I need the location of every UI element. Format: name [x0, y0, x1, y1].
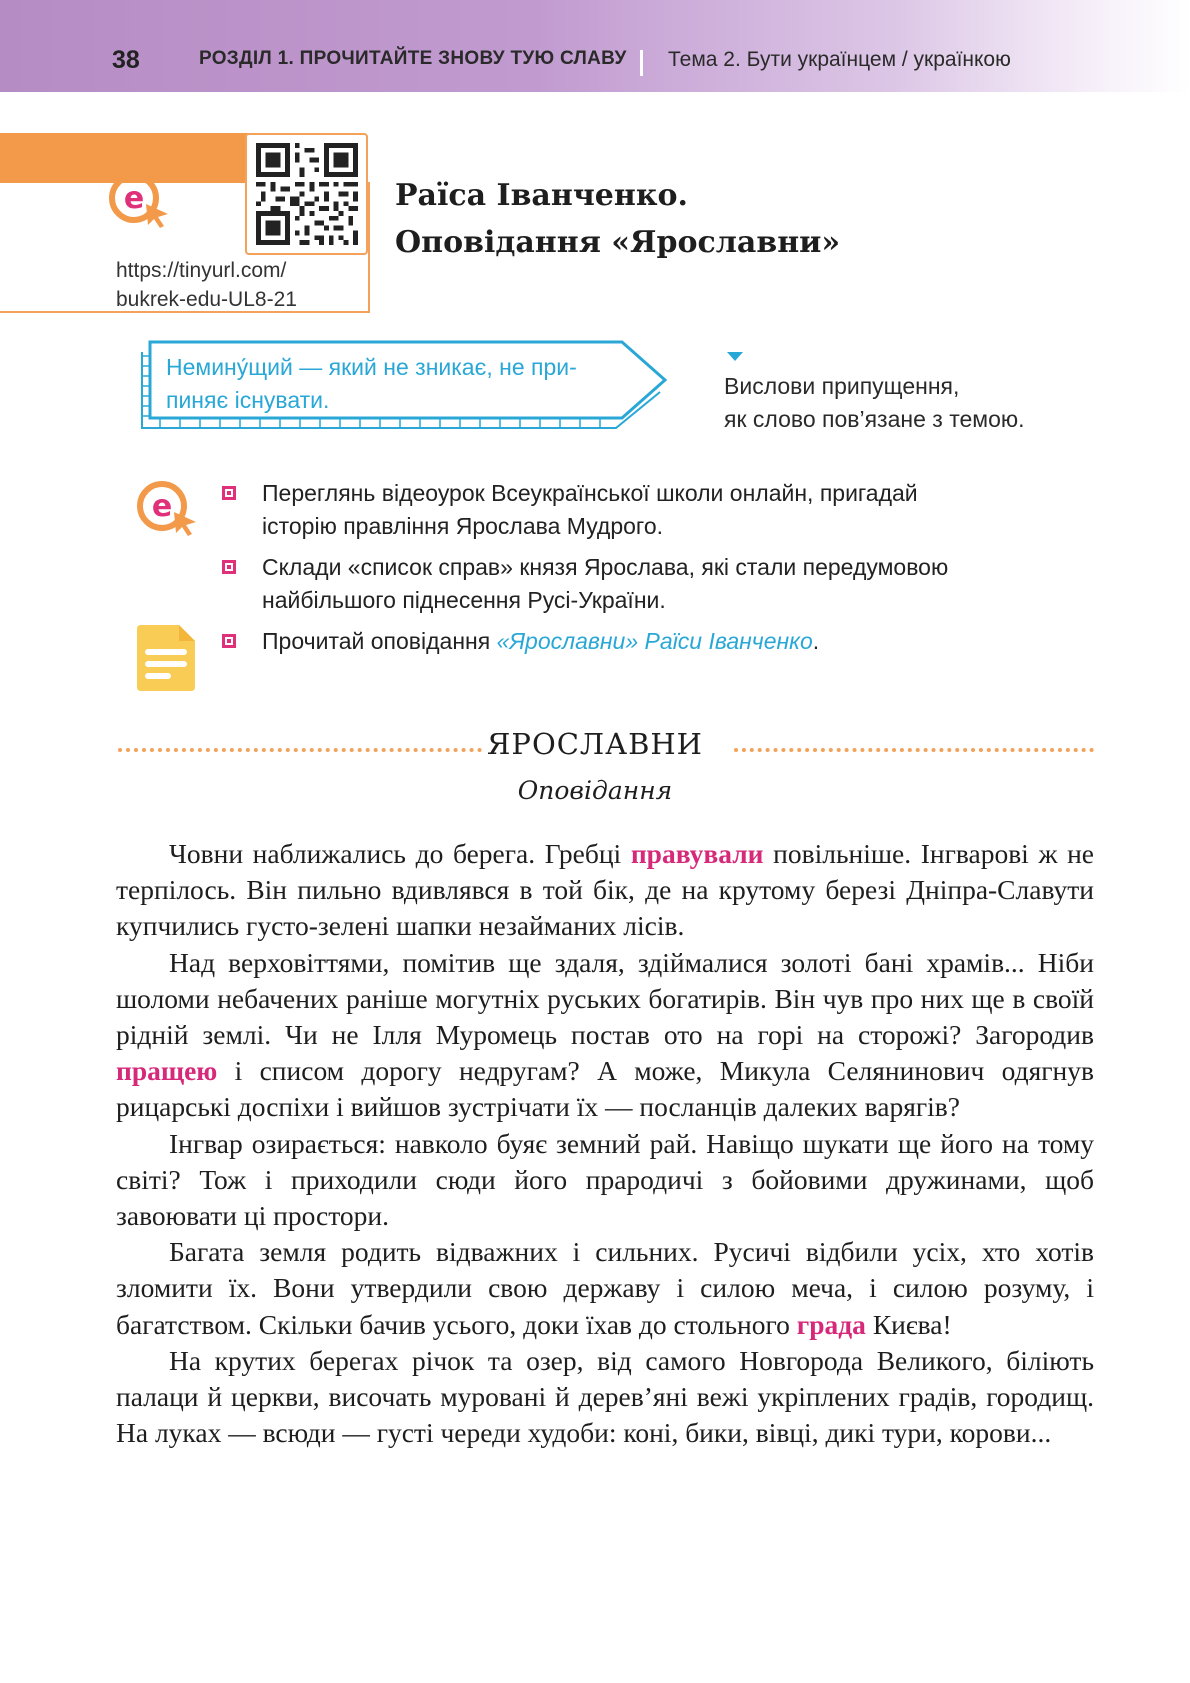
lesson-title-line-1: Раїса Іванченко. [395, 178, 688, 213]
section-title: РОЗДІЛ 1. ПРОЧИТАЙТЕ ЗНОВУ ТУЮ СЛАВУ [199, 48, 627, 69]
definition-line-2: пиняє існувати. [166, 387, 330, 413]
story-paragraph: На крутих берегах річок та озер, від самого Новгорода Великого, біліють палаци й церкви, височать муровані й дерев’яні вежі укріплених градів, городищ. На луках — всюди — густі череди худоби: коні, бики, вівці, дикі тури, корови... [116, 1344, 1094, 1449]
task-item [262, 477, 1092, 543]
glossary-term[interactable]: града [796, 1308, 866, 1340]
task-item [262, 551, 1092, 617]
story-heading: ЯРОСЛАВНИ [487, 727, 703, 761]
story-paragraph: Човни наближались до берега. Гребці правували повільніше. Інгварові ж не терпілось. Він пильно вдивлявся в той бік, де на крутому березі Дніпра-Славути купчились густо-зелені шапки незайманих лісів. [116, 838, 1094, 942]
document-icon[interactable] [137, 625, 199, 696]
story-text [116, 836, 1094, 1451]
glossary-term[interactable]: пращею [116, 1055, 218, 1087]
task-line: Переглянь відеоурок Всеукраїнської школи онлайн, пригадай [262, 480, 918, 506]
glossary-term[interactable]: правували [630, 838, 764, 869]
task-text-end: . [812, 628, 820, 654]
svg-text:e: e [151, 489, 173, 524]
hint-marker-icon [727, 352, 743, 361]
definition-text [166, 351, 666, 417]
story-paragraph: Багата земля родить відважних і сильних. Русичі відбили усіх, хто хотів зломити їх. Вони утвердили свою державу і силою меча, і силою розуму, і багатством. Скільки бачив усього, доки їхав до стольного града Києва! [116, 1236, 1094, 1340]
lesson-title-line-2: Оповідання «Ярославни» [395, 225, 841, 260]
task-item [262, 625, 1092, 658]
header-divider [640, 50, 643, 76]
page-header [0, 0, 1190, 92]
story-link[interactable]: «Ярославни» Раїси Іванченко [496, 628, 813, 654]
topic-title: Тема 2. Бути українцем / українкою [668, 48, 1011, 71]
e-learning-icon[interactable] [134, 478, 200, 543]
task-bullet-icon [222, 634, 236, 648]
story-subtitle: Оповідання [517, 776, 673, 805]
task-line: історію правління Ярослава Мудрого. [262, 513, 663, 539]
svg-text:e: e [123, 181, 145, 216]
story-paragraph: Інгвар озирається: навколо буяє земний рай. Навіщо шукати ще його на тому світі? Тож і приходили сюди його прародичі з бойовими дружинами, щоб завоювати ці простори. [116, 1127, 1094, 1232]
task-text: Прочитай оповідання [262, 628, 497, 654]
task-line: Склади «список справ» князя Ярослава, які стали передумовою [262, 554, 949, 580]
resource-link-line-1[interactable]: https://tinyurl.com/ [116, 259, 287, 282]
task-bullet-icon [222, 560, 236, 574]
resource-link-line-2[interactable]: bukrek-edu-UL8-21 [116, 288, 297, 311]
task-line: найбільшого піднесення Русі-України. [262, 587, 666, 613]
page-number: 38 [112, 46, 140, 74]
lesson-title [395, 172, 840, 266]
hint-line-1: Вислови припущення, [724, 373, 960, 399]
story-paragraph: Над верховіттями, помітив ще здаля, здіймалися золоті бані храмів... Ніби шоломи небачених раніше могутніх руських богатирів. Він чув про них ще в своїй рідній землі. Чи не Ілля Муромець постав ото на горі на сторожі? Загородив пращею і списом дорогу недругам? А може, Микула Селянинович одягнув рицарські доспіхи і вийшов зустрічати їх — посланців далеких варягів? [116, 946, 1094, 1123]
task-bullet-icon [222, 486, 236, 500]
e-learning-icon[interactable] [106, 170, 172, 235]
qr-code[interactable] [245, 133, 368, 255]
hint-text [724, 370, 1025, 436]
hint-line-2: як слово пов’язане з темою. [724, 406, 1025, 432]
definition-line-1: Немину́щий — який не зникає, не при- [166, 354, 577, 380]
resource-link[interactable] [116, 256, 297, 314]
